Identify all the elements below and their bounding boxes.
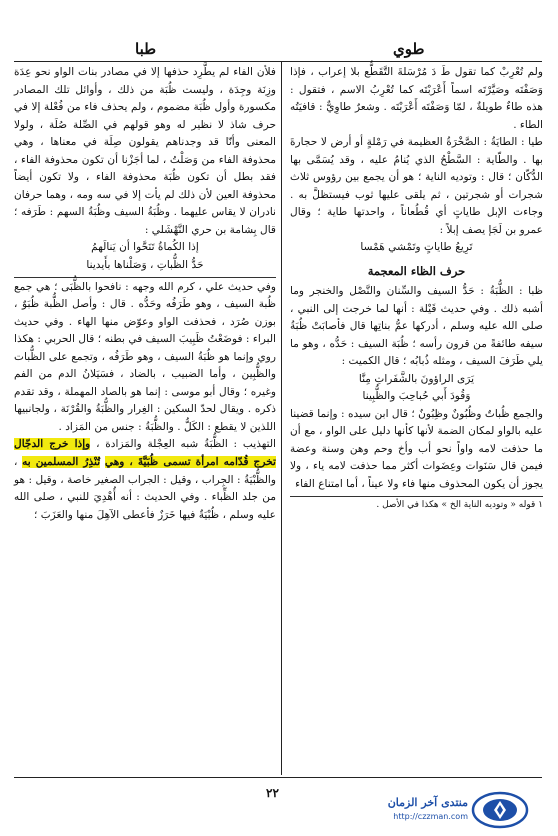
highlighted-text: تُنْذِرُ المسلمين به bbox=[22, 456, 101, 469]
brand-name[interactable]: منتدى آخر الزمان bbox=[387, 796, 468, 809]
paragraph: فلأن الفاء لم يطَّرِد حذفها إلا في مصادر بنات الواو نحو عِدَة وزِنَة وجِدَة ، وليست ظُبَة من ذلك ، وأوائل تلك المصادر مكسورة وأول ظُبَة مضموم ، ولم يحذف فاء من فُعْلة إلا في حرف شاذ لا نظير له وهو قولهم في الصِّلة صُلَة ، ولولا المعنى وأنّا قد وجدناهم يقولون صِلَة في معناها ، وهي محذوفة الفاء من وَصَلْتُ ، لما أجَزْنا أن تكون محذوفة الفاء ، فقد بطل أن تكون ظُبَة محذوفة الفاء ، ولا تكون أيضاً محذوفة العين لأن ذلك لم يأت إلا في سه ومه ، وهما حرفان نادران لا يقاس عليهما . وظُبَةُ السيف وظُبَةُ السهم : طَرَفه ؛ قال بِشامة بن حري النَّهْشَلي : bbox=[14, 66, 276, 236]
verse-line: يَرَى الراؤونَ بالشَّفَراتِ مِنَّا bbox=[358, 372, 475, 385]
right-column bbox=[290, 64, 543, 512]
verse-line: حَدُّ الظُّباتِ ، وَصَلْناها بأَيدينا bbox=[86, 259, 204, 272]
footnote: ١ قوله « وتوديه الناية الخ » هكذا في الأصل . bbox=[376, 499, 543, 510]
paragraph bbox=[14, 436, 276, 524]
left-column bbox=[14, 64, 276, 524]
paragraph: ظبا : الظُّبَةُ : حَدُّ السيف والسِّنان والنَّصْل والخنجر وما أشبه ذلك . وفي حديث قَيْلة : أنها لما خرجت إلى النبي ، صلى الله عليه وسلم ، أدركها عمُّ بناتِها قال فأصابَتْ ظُبَةُ سيفه طائفةً من قرون رأسه ؛ ظُبَة السيف : حَدُّه ، وهو ما يلي طَرَفَ السيف ، ومثله ذُبابُه ؛ قال الكميت : bbox=[290, 285, 543, 368]
text-run: التهذيب : الظُّبَةُ شبه العِجْلة والمَزادة ، bbox=[96, 438, 277, 451]
brand-url[interactable]: http://czzman.com bbox=[393, 812, 468, 821]
divider bbox=[14, 277, 276, 278]
paragraph: والجمع ظُباتٌ وظُبُونٌ وظِبُونٌ ؛ قال ابن سيده : وإنما قضينا عليه بالواو لمكان الضمة لأنها كأنها دليل على الواو ، مع أن ما حذفت لامه واواً نحو أب وأخ وحم وهن وسنة وعضة فيمن قال سَنَوات وعِضَوات أكثر مما حذفت لامه ياء ، ولا يجوز أن يكون المحذوف منها فاء ولا عيناً ، أما امتناع الفاء bbox=[290, 407, 543, 491]
column-divider bbox=[281, 62, 282, 775]
header-rule bbox=[14, 61, 542, 62]
page-header-right: طوي bbox=[393, 40, 425, 58]
verse: تَرِيعُ طاياتٍ وتَمْشي هَمْسا bbox=[360, 241, 473, 254]
section-title: حرف الظاء المعجمة bbox=[367, 264, 466, 279]
page-number: ٢٢ bbox=[266, 786, 279, 800]
forum-logo-icon bbox=[470, 790, 530, 830]
footnote-rule bbox=[290, 496, 543, 497]
footer-rule bbox=[14, 777, 542, 778]
page-header-left: طبا bbox=[135, 40, 157, 58]
paragraph: وفي حديث علي ، كرم الله وجهه : نافحوا بالظُّبَى ؛ هي جمع ظُبة السيف ، وهو طَرَفُه وحَدُّه . قال : وأصل الظُّبة ظُبَوٌ ، بوزن صُرَد ، فحذفت الواو وعوّض منها الهاء . وفي حديث البراء : فوضَعْتُ ظَبِيبَ السيف في بطنه ؛ قال الحربي : هكذا روي وإنما هو ظُبَةُ السيف ، وهو طَرَفُه ، وتجمع على الظُّبات والظُّبِين ، وأما الضبيب ، بالضاد ، فسَيَلانُ الدم من الفم وغيره ؛ وقال أبو موسى : إنما هو بالصاد المهملة ، وقد تقدم ذكره . ويقال لحدّ السكين : الغِرار والظُّبَةُ والقُرْنَة ، ولجانبيها اللذين لا يقطع : الكَلُّ . والظُّبَةُ : جنس من المَزاد . bbox=[14, 280, 276, 433]
text-run: ، والظُّبْيَةُ : الجِراب ، وقيل : الجراب الصغير خاصة ، وقيل : هو من جلد الظِّباء . وفي الحديث : أنه أُهْدِيَ للنبي ، صلى الله عليه وسلم ، ظُبْيَةٌ فيها خَرَزٌ فأعطى الآهِلَ منها والعَزَبَ ؛ bbox=[14, 456, 276, 521]
verse-line: إذا الكُماةُ تَنَحَّوا أن يَنالَهمُ bbox=[91, 241, 199, 254]
paragraph: طيا : الطايَةُ : الصَّخْرَةُ العظيمة في رَمْلةٍ أو أرض لا حجارةَ بها . والطّاية : السَّطْحُ الذي يُنامُ عليه ، وقد يُسَمَّى بها الدُّكّان ؛ قال : وتوديه الناية ؛ هو أن يجمع بين رؤوس ثلاث شجرات أو شجرتين ، ثم يلقى عليها ثوب فيستظلَّ به . وجاءت الإبل طاياتٍ أي قُطُعاناً ، واحدتها طاية ؛ وقال عمرو بن لَجَإ يصف إبلاً : bbox=[290, 136, 543, 236]
verse-line: وَقُودَ أَبي حُباحِبَ والظُّبِينا bbox=[362, 390, 471, 403]
paragraph: ولم تُعْرِبْ كما تقول طَ دَ مُرْسَلةَ التَّقَطُّع بلا إعراب ، فإذا وَصَفْتَه وصَيَّرْتَه اسماً أَعْرَبْتَه كما تُعْرِبُ الاسم ، فتقول : هذه طاءٌ طويلةٌ ، لمّا وَصَفْتَه أَعْرَبْتَه . وشعرٌ طاوِيٌّ : قافيَتُه الطاء . bbox=[290, 66, 543, 131]
highlighted-text: وإذا خرج الدجّال تخرج قُدّامه امرأة تسمى ظُبَيَّةَ ، وهي bbox=[14, 438, 277, 469]
